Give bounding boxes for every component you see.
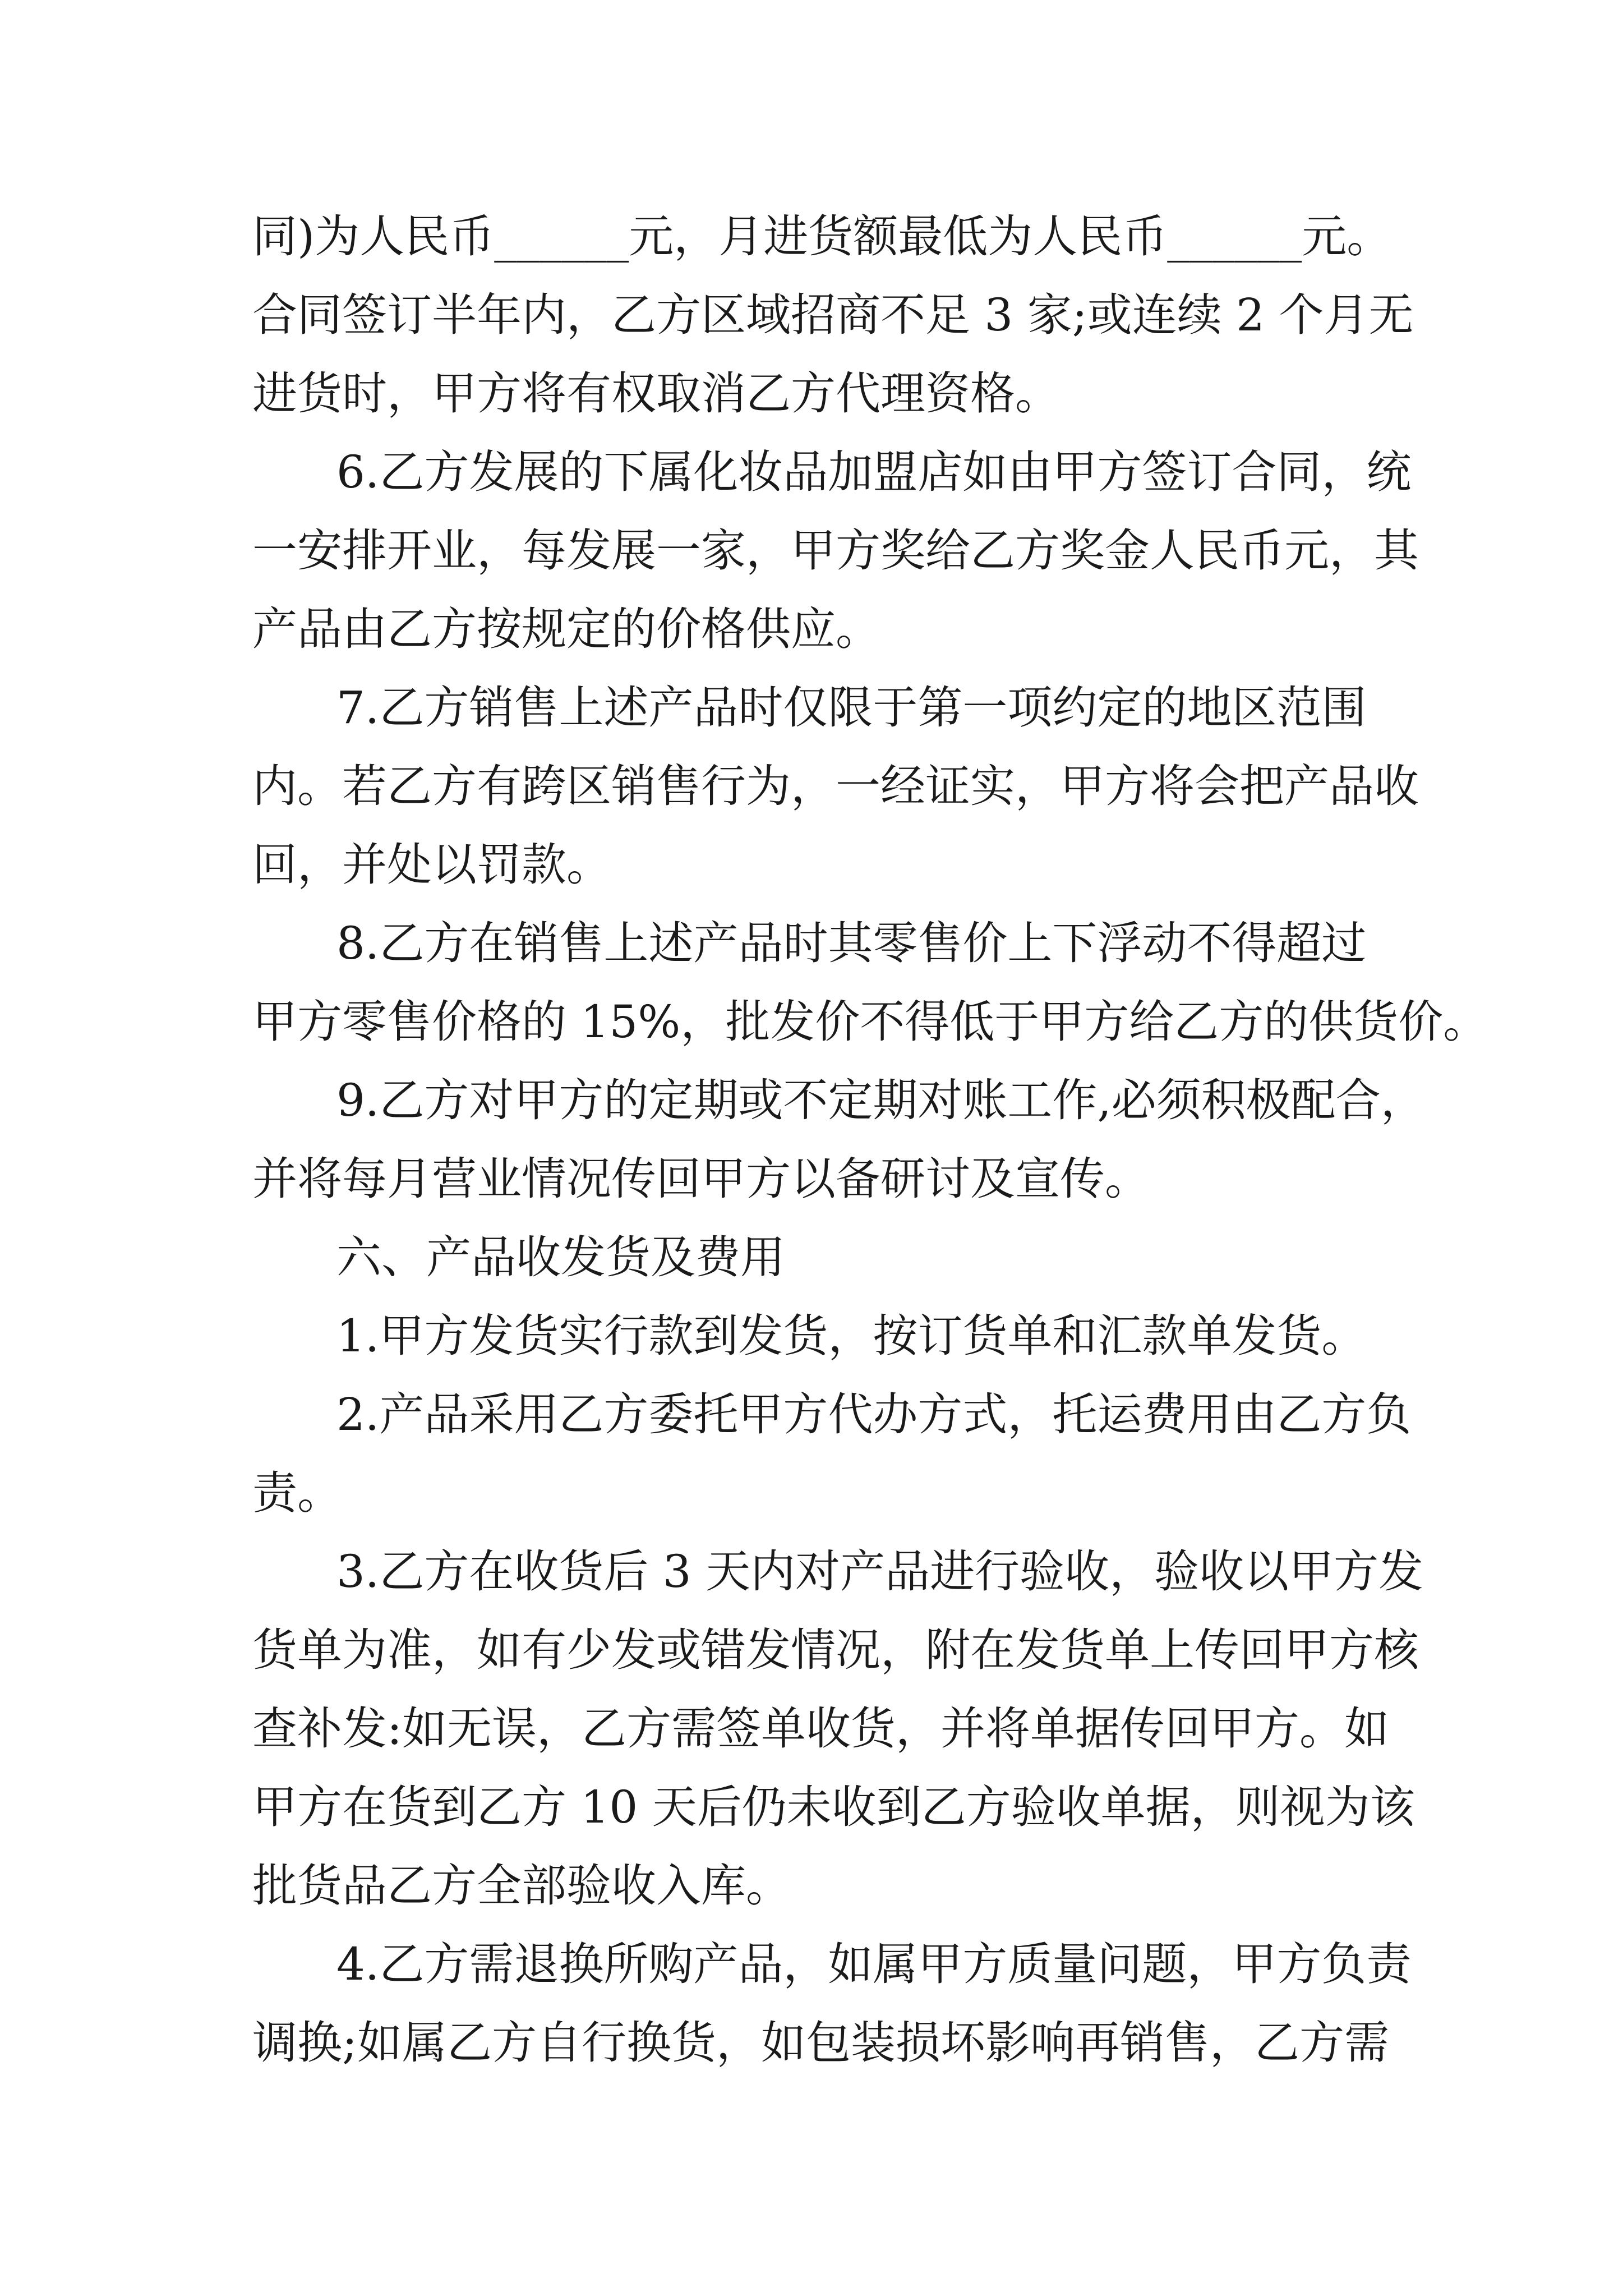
section-heading: 六、产品收发货及费用 [336, 1231, 785, 1283]
clause-6-start: 6.乙方发展的下属化妆品加盟店如由甲方签订合同，统 [336, 446, 1412, 498]
clause-1-start: 1.甲方发货实行款到发货，按订货单和汇款单发货。 [336, 1310, 1367, 1362]
document-body [252, 197, 1488, 2082]
text-line: 甲方零售价格的 15%，批发价不得低于甲方给乙方的供货价。 [252, 996, 1488, 1048]
text-line: 责。 [252, 1467, 342, 1519]
text-line: 并将每月营业情况传回甲方以备研讨及宣传。 [252, 1153, 1150, 1205]
clause-9-start: 9.乙方对甲方的定期或不定期对账工作,必须积极配合， [336, 1074, 1426, 1126]
text-line: 甲方在货到乙方 10 天后仍未收到乙方验收单据，则视为该 [252, 1781, 1415, 1833]
clause-8-start: 8.乙方在销售上述产品时其零售价上下浮动不得超过 [336, 917, 1367, 969]
text-line: 一安排开业，每发展一家，甲方奖给乙方奖金人民币元，其 [252, 524, 1419, 577]
clause-2-start: 2.产品采用乙方委托甲方代办方式，托运费用由乙方负 [336, 1388, 1412, 1441]
clause-7-start: 7.乙方销售上述产品时仅限于第一项约定的地区范围 [336, 682, 1367, 734]
text-line: 查补发:如无误，乙方需签单收货，并将单据传回甲方。如 [252, 1703, 1389, 1755]
text-line: 同)为人民币______元，月进货额最低为人民币______元。 [252, 210, 1392, 263]
text-line: 内。若乙方有跨区销售行为，一经证实，甲方将会把产品收 [252, 760, 1419, 812]
text-line: 调换;如属乙方自行换货，如包装损坏影响再销售，乙方需 [252, 2017, 1389, 2069]
clause-4-start: 4.乙方需退换所购产品，如属甲方质量问题，甲方负责 [336, 1938, 1412, 1990]
text-line: 货单为准，如有少发或错发情况，附在发货单上传回甲方核 [252, 1624, 1419, 1676]
text-line: 合同签订半年内，乙方区域招商不足 3 家;或连续 2 个月无 [252, 289, 1414, 341]
clause-3-start: 3.乙方在收货后 3 天内对产品进行验收，验收以甲方发 [336, 1545, 1424, 1598]
text-line: 进货时，甲方将有权取消乙方代理资格。 [252, 367, 1060, 420]
text-line: 回，并处以罚款。 [252, 839, 611, 891]
text-line: 批货品乙方全部验收入库。 [252, 1860, 791, 1912]
text-line: 产品由乙方按规定的价格供应。 [252, 603, 880, 655]
